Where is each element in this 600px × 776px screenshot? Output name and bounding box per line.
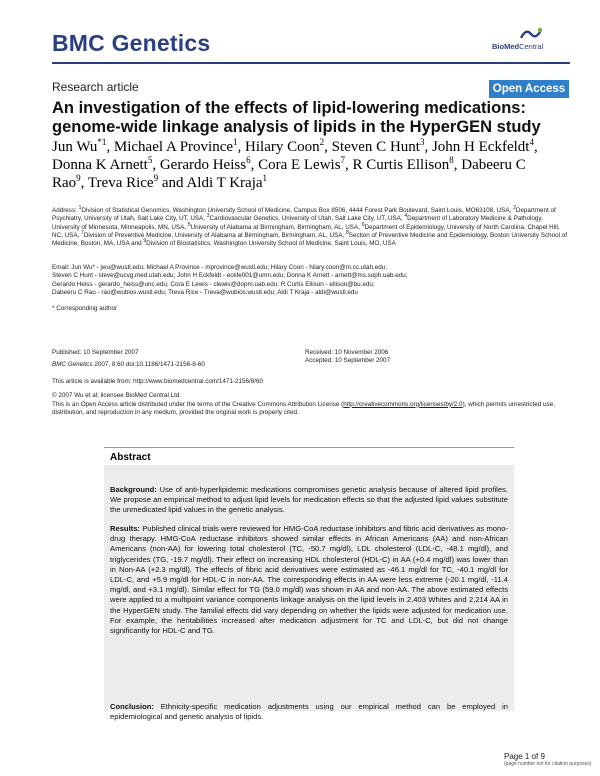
publisher-logo-text: BioMedCentral — [492, 42, 544, 51]
copyright: © 2007 Wu et al; licensee BioMed Central Ltd. — [52, 392, 182, 400]
abstract-conclusion: Conclusion: Ethnicity-specific medication adjustments using our empirical method can be employed in epidemiological and genetic analysis of lipids. — [110, 702, 508, 722]
author-name: R Curtis Ellison$^8$ — [352, 155, 454, 173]
address-entry: $^1$Division of Statistical Genomics, Washington University School of Medicine, Campus Box 8506, 4444 Forest Park Boulevard, Saint Louis, MO63108, USA, — [78, 204, 514, 214]
address-entry: $^7$Division of Preventive Medicine, University of Alabama at Birmingham, Birmingham, AL, USA, — [81, 229, 346, 239]
author-name: Donna K Arnett$^5$ — [52, 155, 153, 173]
received-accepted-dates — [305, 349, 535, 366]
author-list: Jun Wu$^{*1}$, Michael A Province$^1$, Hilary Coon$^2$, Steven C Hunt$^3$, John H Eckfeldt$^4$, Donna K Arnett$^5$, Gerardo Heiss$^6$, Cora E Lewis$^7$, R Curtis Ellison$^8$, Dabeeru C Rao$^9$, Treva Rice$^9$ and Aldi T Kraja$^1$ — [52, 137, 538, 191]
address-entry: $^3$Cardiovascular Genetics, University of Utah, Salt Lake City, UT, USA, — [206, 213, 405, 223]
corresponding-author-note: * Corresponding author — [52, 305, 118, 312]
article-title: An investigation of the effects of lipid-lowering medications: genome-wide linkage analysis of lipids in the HyperGEN study — [52, 99, 541, 136]
email-line: Dabeeru C Rao - rao@wubios.wustl.edu; Treva Rice - Treva@wubios.wustl.edu; Aldi T Kraja - aldi@wustl.edu — [52, 288, 358, 296]
author-name: Dabeeru C Rao$^9$ — [52, 157, 526, 191]
address-entry: $^5$University of Alabama at Birmingham, Birmingham, AL, USA, — [187, 221, 362, 231]
biomed-central-logo-icon — [518, 26, 544, 42]
author-name: Hilary Coon$^2$ — [245, 137, 325, 155]
address-entry: $^6$Department of Epidemiology, University of North Carolina, Chapel Hill, NC, USA, — [52, 221, 560, 239]
header-rule — [52, 62, 570, 64]
author-name: Michael A Province$^1$ — [113, 137, 238, 155]
received-date: Received: 10 November 2006 — [305, 349, 389, 356]
author-name: Cora E Lewis$^7$ — [258, 155, 346, 173]
abstract-background: Background: Use of anti-hyperlipidemic medications compromises genetic analysis because of altered lipid profiles. We propose an empirical method to adjust lipid levels for medication effects so that the adjusted lipid values substitute the unmedicated lipid values in the genetic analysis. — [110, 485, 508, 515]
abstract-heading: Abstract — [110, 452, 151, 463]
author-name: John H Eckfeldt$^4$ — [431, 137, 534, 155]
journal-title: BMC Genetics — [52, 30, 211, 56]
email-line: Steven C Hunt - steve@ucvg.med.utah.edu; John H Eckfeldt - eckfe001@umn.edu; Donna K Arnett - arnett@ms.soph.uab.edu; — [52, 272, 408, 280]
author-emails — [52, 264, 570, 297]
author-name: Treva Rice$^9$ — [87, 173, 159, 191]
page-number: Page 1 of 9 — [504, 752, 545, 761]
email-line: Email: Jun Wu* - jwu@wustl.edu; Michael A Province - mprovince@wustl.edu; Hilary Coon - hilary.coon@m.cc.utah.edu; — [52, 264, 387, 271]
license-text: This is an Open Access article distributed under the terms of the Creative Commons Attribution License (http://creativecommons.org/licenses/by/2.0), which permits unrestricted use, distribution, and reproduction in any medium, provided the original work is properly cited. — [52, 400, 555, 416]
accepted-date: Accepted: 10 September 2007 — [305, 357, 391, 365]
publisher-logo — [492, 26, 564, 56]
author-name: Aldi T Kraja$^1$ — [186, 173, 268, 191]
page-footer — [504, 752, 592, 767]
publication-info — [52, 349, 292, 374]
address-entry: $^4$Department of Laboratory Medicine & Pathology, University of Minnesota, Minneapolis, MN, USA, — [52, 213, 543, 231]
author-name: Jun Wu$^{*1}$ — [52, 137, 107, 155]
available-url: This article is available from: http://www.biomedcentral.com/1471-2156/8/60 — [52, 378, 264, 385]
citation: BMC Genetics 2007, 8:60 doi:10.1186/1471-2156-8-60 — [52, 361, 205, 369]
footer-note: (page number not for citation purposes) — [504, 761, 592, 767]
published-date: Published: 10 September 2007 — [52, 349, 139, 356]
abstract-box — [104, 465, 514, 722]
author-name: Gerardo Heiss$^6$ — [159, 155, 251, 173]
abstract-section — [104, 447, 514, 722]
address-entry: Address: — [52, 207, 79, 214]
abstract-results: Results: Published clinical trials were reviewed for HMG-CoA reductase inhibitors and fibric acid derivatives as mono-drug therapy. HMG-CoA reductase inhibitors showed similar effects in African Americans (AA) and non-African Americans (non-AA) for lowering total cholesterol (TC, -50.7 mg/dl), LDL cholesterol (LDL-C, -48.1 mg/dl), and triglycerides (TG, -19.7 mg/dl). Their effect on increasing HDL cholesterol (HDL-C) in AA (+0.4 mg/dl) was lower than in Non-AA (+2.3 mg/dl). The effects of fibric acid derivatives were estimated as -46.1 mg/dl for TC, -40.1 mg/dl for LDL-C, and +5.9 mg/dl for HDL-C in non-AA. The corresponding effects in AA were less extreme (-20.1 mg/dl, -11.4 mg/dl, and +3.1 mg/dl). Similar effect for TG (59.0 mg/dl) was shown in AA and non-AA. The above estimated effects were applied to a multipoint variance components linkage analysis on the lipid levels in 2,403 Whites and 2,214 AA in the HyperGEN study. The familial effects did vary depending on whether the lipids were adjusted for medication use. For example, the heritabilities increased after medication adjustment for TC and LDL-C, but did not change significantly for HDL-C and TG. — [110, 524, 508, 636]
open-access-badge: Open Access — [489, 80, 569, 98]
address-entry: $^2$Department of Psychiatry, University of Utah, Salt Lake City, UT, USA, — [52, 204, 556, 223]
email-line: Gerardo Heiss - gerardo_heiss@unc.edu; Cora E Lewis - clewis@dopm.uab.edu; R Curtis Ellison - ellison@bu.edu; — [52, 280, 375, 288]
author-addresses — [52, 204, 570, 248]
license-link[interactable]: http://creativecommons.org/licenses/by/2.0 — [343, 400, 463, 408]
address-entry: $^9$Division of Biostatistics, Washington University School of Medicine, Saint Louis, MO, USA — [143, 238, 396, 248]
article-type: Research article — [52, 80, 139, 94]
address-entry: $^8$Section of Preventive Medicine and Epidemiology, Boston University School of Medicine, Boston, MA, USA and — [52, 229, 568, 248]
author-name: Steven C Hunt$^3$ — [331, 137, 425, 155]
availability-and-license — [52, 378, 570, 417]
